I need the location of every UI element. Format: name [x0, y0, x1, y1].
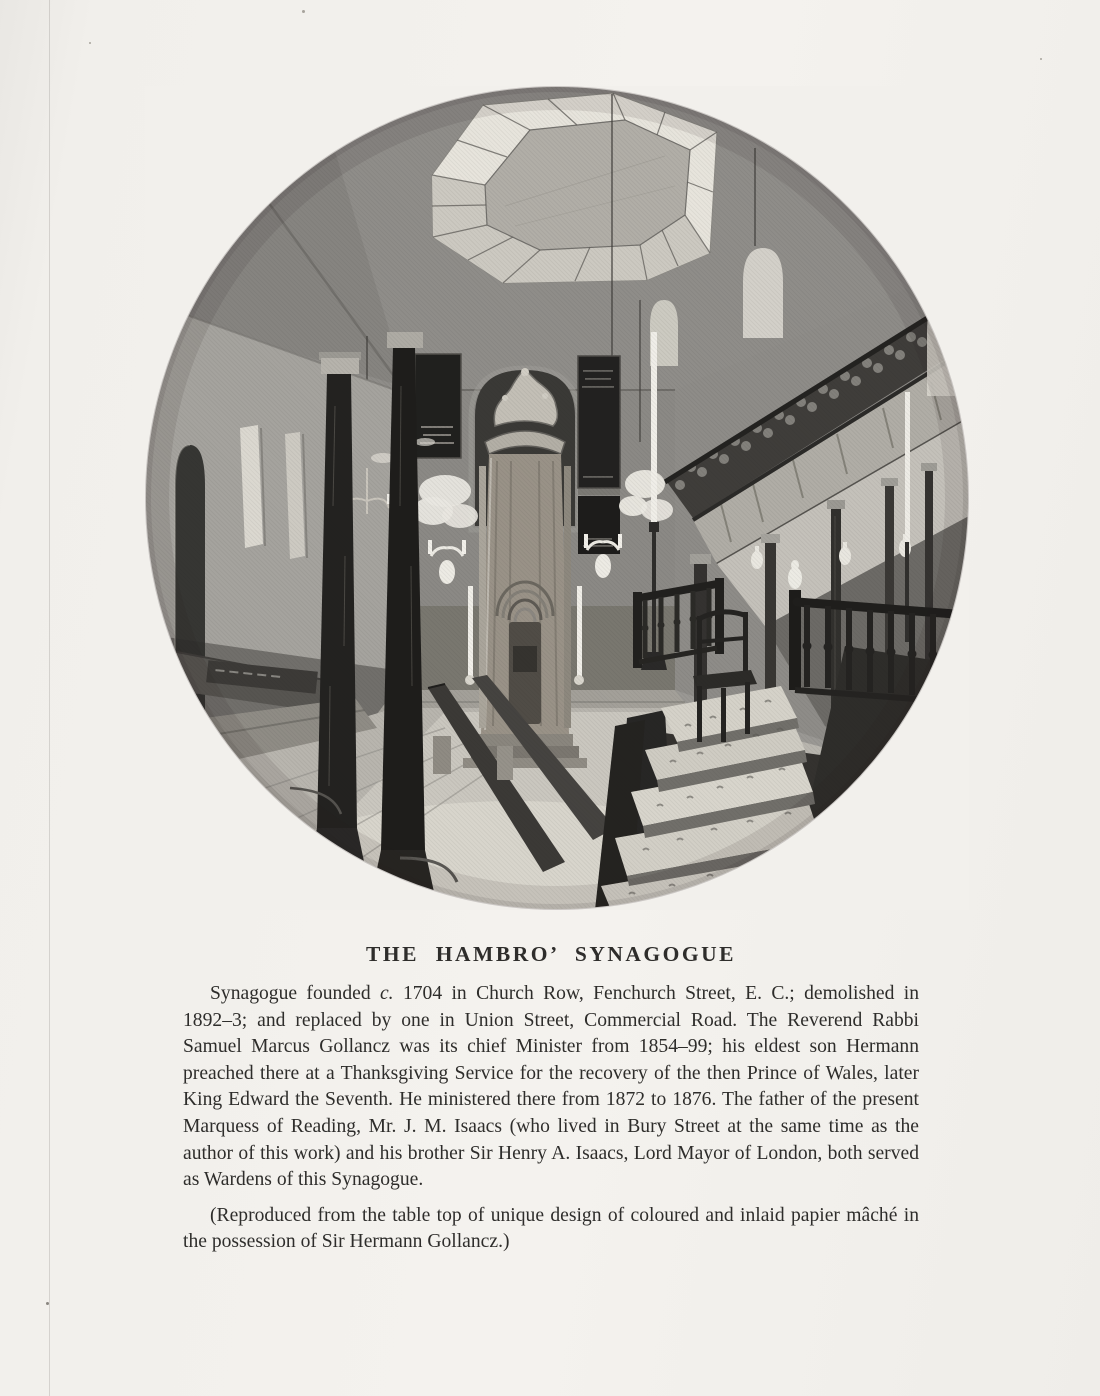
- paper-speck: [89, 42, 91, 44]
- caption-text-segment: Synagogue founded: [210, 983, 380, 1004]
- page-gutter-line: [49, 0, 50, 1396]
- synagogue-photograph: [145, 86, 969, 910]
- paper-speck: [302, 10, 305, 13]
- photo-scene: [145, 86, 969, 910]
- caption-paragraph-2: (Reproduced from the table top of unique design of coloured and inlaid papier mâché in the possession of Sir Hermann Gollancz.): [183, 1204, 919, 1253]
- figure-title: THE HAMBRO’ SYNAGOGUE: [366, 942, 736, 966]
- paper-speck: [46, 1302, 49, 1305]
- memorial-board-right: [578, 356, 620, 554]
- caption-paragraph-1: [183, 981, 919, 1194]
- caption-text-segment: 1704 in Church Row, Fenchurch Street, E. C.; demolished in 1892–3; and replaced by one in Union Street, Commercial Road. The Reverend Rabbi Samuel Marcus Gollancz was its chief Minister from 1854–99; his eldest son Hermann preached there at a Thanksgiving Service for the recovery of the then Prince of Wales, later King Edward the Seventh. He ministered there from 1872 to 1876. The father of the present Marquess of Reading, Mr. J. M. Isaacs (who lived in Bury Street at the same time as the author of this work) and his brother Sir Henry A. Isaacs, Lord Mayor of London, both served as Wardens of this Synagogue.: [183, 983, 920, 1191]
- caption-circa-italic: c.: [379, 983, 394, 1004]
- caption-block: [183, 942, 919, 1256]
- paper-speck: [1040, 58, 1042, 60]
